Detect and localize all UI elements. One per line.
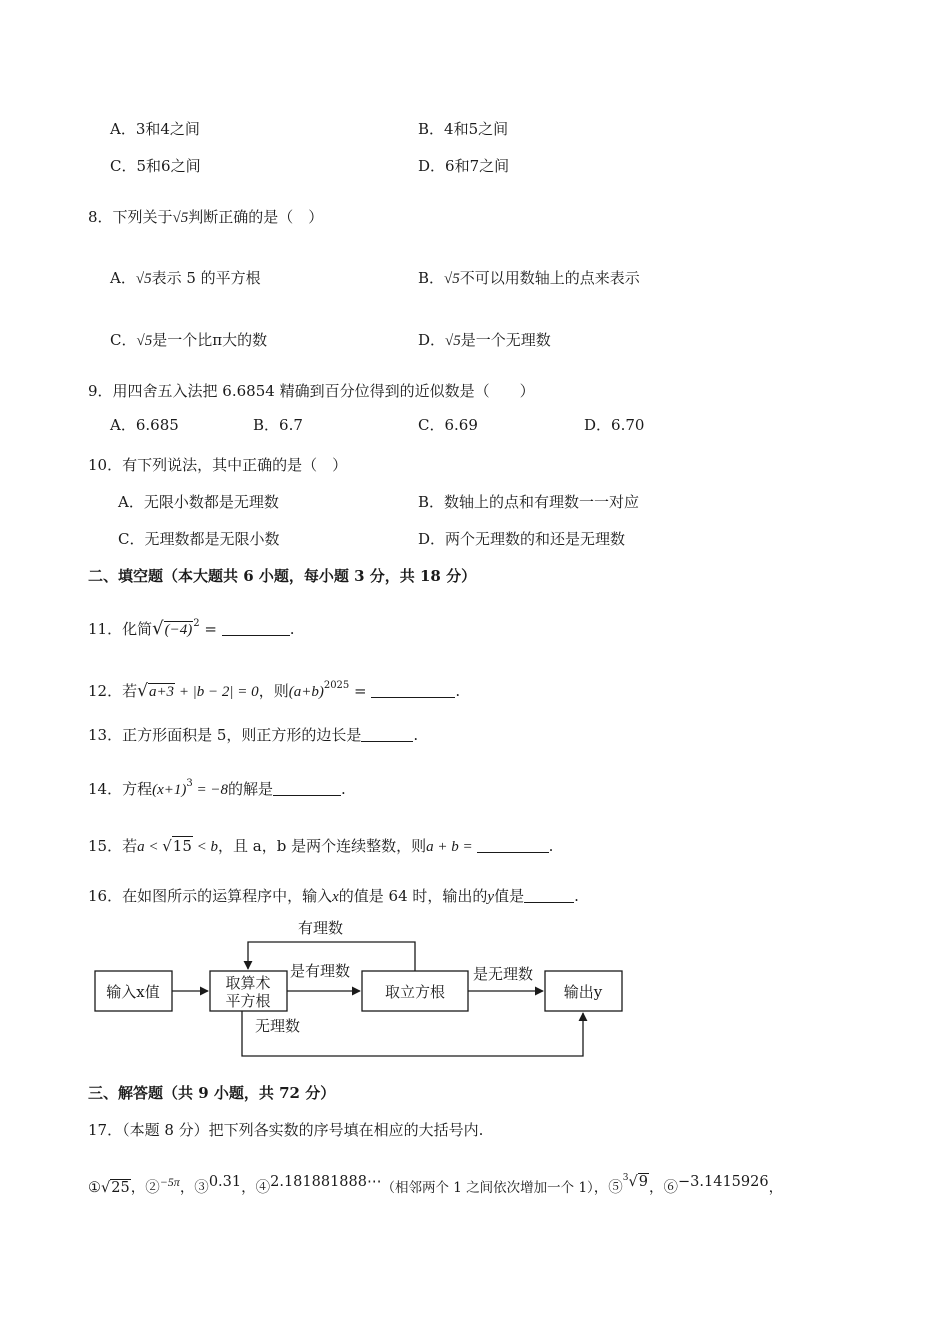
q17-item-2-number: ，② bbox=[130, 1180, 160, 1196]
q14-equals: = −8 bbox=[192, 782, 228, 798]
q16-x: x bbox=[332, 889, 339, 905]
q12-radical-sign: √ bbox=[137, 681, 148, 701]
q8-option-d-radical: √5 bbox=[445, 333, 461, 349]
q9-stem: 9．用四舍五入法把 6.6854 精确到百分位得到的近似数是（ ） bbox=[88, 382, 535, 400]
q14-label: 14．方程 bbox=[88, 780, 153, 798]
q11-expression: (−4) bbox=[164, 622, 193, 638]
q16-y: y bbox=[487, 889, 495, 905]
q11-equals: = bbox=[199, 620, 222, 638]
q9-option-a: A．6.685 bbox=[110, 416, 179, 434]
q15-end: . bbox=[548, 837, 554, 855]
q8-option-b-letter: B． bbox=[418, 269, 445, 287]
q8-option-c-radical: √5 bbox=[136, 333, 153, 349]
q12-label: 12．若 bbox=[88, 682, 138, 700]
q9-option-d: D．6.70 bbox=[584, 416, 645, 434]
q11-radical-sign: √ bbox=[152, 618, 164, 639]
q8-option-c-pi: π bbox=[212, 331, 223, 349]
q17-item-3-value: 0.31 bbox=[208, 1174, 242, 1190]
q11-label: 11．化简 bbox=[88, 620, 153, 638]
q8-option-c-text-1: 是一个比 bbox=[152, 331, 213, 349]
q9-option-c: C．6.69 bbox=[418, 416, 478, 434]
q8-option-d-letter: D． bbox=[418, 331, 446, 349]
q15-radical-sign: √ bbox=[162, 837, 172, 855]
q12-abs-expr: + |b − 2| = 0 bbox=[175, 684, 259, 700]
q16-text-2: 的值是 64 时，输出的 bbox=[338, 887, 488, 905]
q13-text: 13．正方形面积是 5，则正方形的边长是 bbox=[88, 726, 362, 744]
q14-end: . bbox=[341, 780, 346, 798]
q17-item-1-radical: √ bbox=[101, 1180, 111, 1196]
q16-end: . bbox=[574, 887, 579, 905]
q8-option-d-text: 是一个无理数 bbox=[460, 331, 551, 349]
q12-radicand: a+3 bbox=[148, 684, 175, 700]
q8-option-b-radical: √5 bbox=[444, 271, 460, 287]
q17-item-1-number: ① bbox=[88, 1180, 101, 1196]
q8-option-b-text: 不可以用数轴上的点来表示 bbox=[459, 269, 640, 287]
q17-item-6-tail: ， bbox=[768, 1180, 784, 1196]
q15-upper: < b bbox=[192, 839, 218, 855]
q10-option-d: D．两个无理数的和还是无理数 bbox=[418, 530, 626, 548]
q12-equals: = bbox=[349, 682, 372, 700]
q16-text-1: 16．在如图所示的运算程序中，输入 bbox=[88, 887, 333, 905]
q17-item-5-index: 3 bbox=[622, 1173, 629, 1183]
q7-option-d: D．6和7之间 bbox=[418, 157, 510, 175]
flowchart-label-is-rational: 是有理数 bbox=[290, 962, 351, 980]
q17-item-3-number: ，③ bbox=[179, 1180, 209, 1196]
q17-item-6-value: −3.1415926 bbox=[678, 1174, 769, 1190]
flowchart-label-irrational: 无理数 bbox=[255, 1017, 301, 1035]
q15-sum: a + b = bbox=[426, 839, 473, 855]
flowchart-label-is-irrational: 是无理数 bbox=[473, 965, 534, 983]
q7-option-a: A．3和4之间 bbox=[110, 120, 200, 138]
q10-stem: 10．有下列说法，其中正确的是（ ） bbox=[88, 456, 348, 474]
q14-exponent: 3 bbox=[186, 778, 193, 789]
q7-option-b: B．4和5之间 bbox=[418, 120, 509, 138]
q17-item-5-value: 9 bbox=[638, 1174, 649, 1190]
q8-option-a-radical: √5 bbox=[135, 271, 152, 287]
q15-label: 15．若 bbox=[88, 837, 138, 855]
q8-option-a-letter: A． bbox=[110, 269, 136, 287]
flowchart-label-rational: 有理数 bbox=[298, 919, 344, 937]
q13-end: . bbox=[413, 726, 419, 744]
q8-option-c-letter: C． bbox=[110, 331, 137, 349]
q11-end: . bbox=[289, 620, 295, 638]
q12-then: ，则 bbox=[258, 682, 289, 700]
q17-item-4-value: 2.181881888⋯ bbox=[270, 1174, 382, 1190]
q12-sum-expr: (a+b) bbox=[288, 684, 324, 700]
q15-lower: a < bbox=[137, 839, 163, 855]
q12-end: . bbox=[455, 682, 461, 700]
section-3-title: 三、解答题（共 9 小题，共 72 分） bbox=[88, 1084, 336, 1102]
flowchart-sqrt-label-1: 取算术 bbox=[225, 974, 271, 992]
q10-option-a: A．无限小数都是无理数 bbox=[118, 493, 279, 511]
q10-option-b: B．数轴上的点和有理数一一对应 bbox=[418, 493, 640, 511]
flowchart-cbrt-label: 取立方根 bbox=[384, 983, 446, 1001]
flowchart-sqrt-label-2: 平方根 bbox=[225, 992, 271, 1010]
q17-item-5-radical: √ bbox=[628, 1174, 638, 1190]
flowchart-output-label: 输出y bbox=[563, 983, 603, 1001]
q11-exponent: 2 bbox=[193, 618, 200, 629]
q8-radical: √5 bbox=[172, 210, 189, 226]
q12-exponent: 2025 bbox=[323, 680, 350, 691]
q8-stem-post: 判断正确的是（ ） bbox=[188, 208, 324, 226]
q17-items bbox=[88, 1168, 783, 1198]
q7-option-c: C．5和6之间 bbox=[110, 157, 201, 175]
q17-stem: 17．（本题 8 分）把下列各实数的序号填在相应的大括号内. bbox=[88, 1121, 484, 1139]
q8-stem-pre: 8．下列关于 bbox=[88, 208, 173, 226]
q16-text-3: 值是 bbox=[494, 887, 525, 905]
q15-text: ，且 a，b 是两个连续整数，则 bbox=[218, 837, 427, 855]
q17-item-6-number: ，⑥ bbox=[649, 1180, 679, 1196]
q17-item-4-number: ，④ bbox=[241, 1180, 271, 1196]
section-2-title: 二、填空题（本大题共 6 小题，每小题 3 分，共 18 分） bbox=[88, 567, 477, 585]
q8-option-c-text-2: 大的数 bbox=[222, 331, 268, 349]
q14-text: 的解是 bbox=[228, 780, 274, 798]
q8-option-a-text: 表示 5 的平方根 bbox=[151, 269, 261, 287]
q14-expression: (x+1) bbox=[152, 782, 187, 798]
q17-item-1-value: 25 bbox=[111, 1180, 130, 1196]
q10-option-c: C．无理数都是无限小数 bbox=[118, 530, 280, 548]
q17-item-5-number: ，⑤ bbox=[593, 1180, 623, 1196]
q9-option-b: B．6.7 bbox=[253, 416, 303, 434]
q15-radicand: 15 bbox=[172, 837, 192, 855]
flowchart-input-label: 输入x值 bbox=[106, 983, 160, 1001]
q17-item-2-value: −5π bbox=[159, 1175, 180, 1189]
q17-item-4-note: （相邻两个 1 之间依次增加一个 1） bbox=[381, 1180, 594, 1196]
